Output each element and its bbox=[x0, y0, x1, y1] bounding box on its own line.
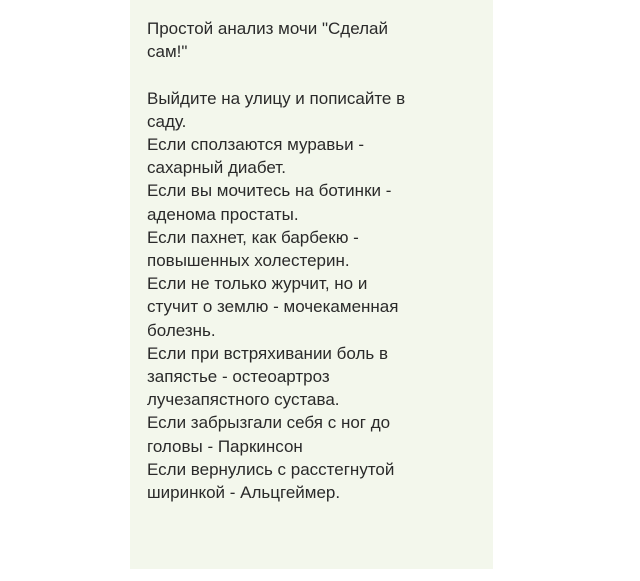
body-line: головы - Паркинсон bbox=[147, 436, 303, 456]
body-line: аденома простаты. bbox=[147, 204, 299, 224]
body-line: болезнь. bbox=[147, 320, 216, 340]
title-line: сам!" bbox=[147, 42, 188, 62]
body-line: Выйдите на улицу и пописайте в bbox=[147, 88, 406, 108]
body-line: Если вы мочитесь на ботинки - bbox=[147, 181, 392, 201]
body-line: Если не только журчит, но и bbox=[147, 274, 368, 294]
body-line: запястье - остеоартроз bbox=[147, 367, 330, 387]
body-line: сахарный диабет. bbox=[147, 158, 286, 178]
blank-line bbox=[147, 63, 477, 86]
body-line: Если пахнет, как барбекю - bbox=[147, 227, 359, 247]
body-line: стучит о землю - мочекаменная bbox=[147, 297, 399, 317]
body-line: Если при встряхивании боль в bbox=[147, 343, 389, 363]
body-line: ширинкой - Альцгеймер. bbox=[147, 483, 341, 503]
title-line: Простой анализ мочи "Сделай bbox=[147, 19, 388, 38]
body-line: Если вернулись с расстегнутой bbox=[147, 459, 395, 479]
body-line: Если забрызгали себя с ног до bbox=[147, 413, 391, 433]
body-line: лучезапястного сустава. bbox=[147, 390, 340, 410]
note-text bbox=[147, 17, 477, 504]
body-line: саду. bbox=[147, 111, 187, 131]
body-line: Если сползаются муравьи - bbox=[147, 135, 365, 154]
body-line: повышенных холестерин. bbox=[147, 251, 350, 271]
